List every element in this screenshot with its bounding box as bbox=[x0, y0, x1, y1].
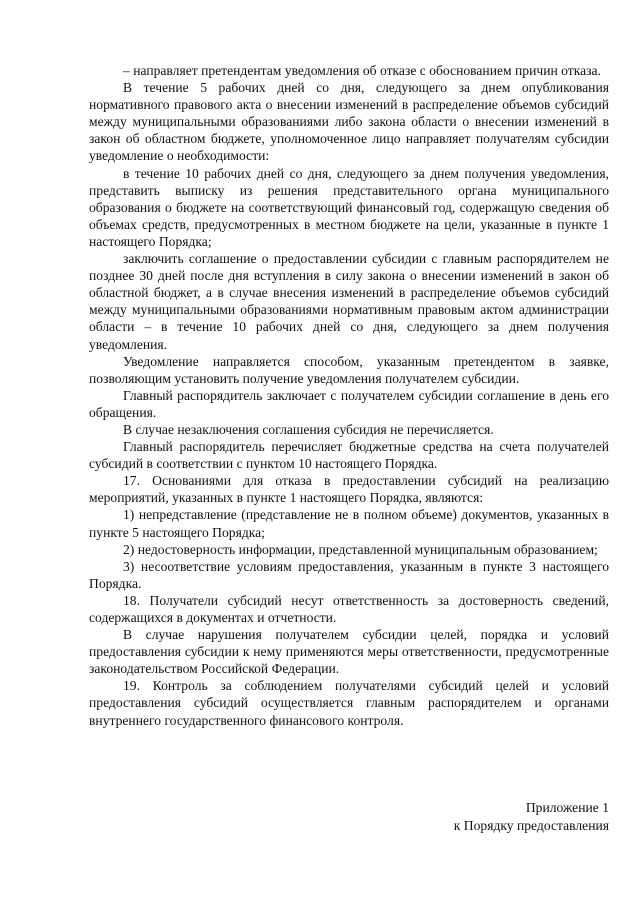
paragraph-notification-method: Уведомление направляется способом, указанным претендентом в заявке, позволяющим установить получение уведомления получателем субсидии. bbox=[89, 353, 609, 386]
paragraph-item-17-1: 1) непредставление (представление не в полном объеме) документов, указанных в пункте 5 настоящего Порядка; bbox=[89, 507, 609, 540]
paragraph-item-18: 18. Получатели субсидий несут ответственность за достоверность сведений, содержащихся в документах и отчетности. bbox=[89, 592, 609, 625]
paragraph-item-17-3: 3) несоответствие условиям предоставления, указанным в пункте 3 настоящего Порядка. bbox=[89, 558, 609, 591]
paragraph-funds-transfer: Главный распорядитель перечисляет бюджетные средства на счета получателей субсидий в соответствии с пунктом 10 настоящего Порядка. bbox=[89, 439, 609, 472]
paragraph-item-19: 19. Контроль за соблюдением получателями субсидий целей и условий предоставления субсидий осуществляется главным распорядителем и органами внутреннего государственного финансового контроля. bbox=[89, 678, 609, 728]
paragraph-notification-deadline: В течение 5 рабочих дней со дня, следующего за днем опубликования нормативного правового акта о внесении изменений в распределение объемов субсидий между муниципальными образованиями либо закона области о внесении изменений в закон об областном бюджете, уполномоченное лицо направляет получателям субсидии уведомление о необходимости: bbox=[89, 80, 609, 164]
appendix-subtitle: к Порядку предоставления bbox=[453, 818, 609, 833]
paragraph-agreement-conclusion: заключить соглашение о предоставлении субсидии с главным распорядителем не позднее 30 дней после дня вступления в силу закона о внесении изменений в закон об областной бюджет, а в случае внесения изменений в распределение объемов субсидий между муниципальными образованиями нормативным правовым актом администрации области – в течение 10 рабочих дней со дня, следующего за днем получения уведомления. bbox=[89, 251, 609, 352]
paragraph-violation-measures: В случае нарушения получателем субсидии целей, порядка и условий предоставления субсидии к нему применяются меры ответственности, предусмотренные законодательством Российской Федерации. bbox=[89, 627, 609, 677]
paragraph-item-17: 17. Основаниями для отказа в предоставлении субсидий на реализацию мероприятий, указанных в пункте 1 настоящего Порядка, являются: bbox=[89, 473, 609, 506]
paragraph-item-17-2: 2) недостоверность информации, представленной муниципальным образованием; bbox=[123, 541, 598, 557]
appendix-heading bbox=[454, 799, 609, 835]
paragraph-no-transfer: В случае незаключения соглашения субсидия не перечисляется. bbox=[123, 421, 494, 437]
paragraph-refusal-notice: – направляет претендентам уведомления об отказе с обоснованием причин отказа. bbox=[123, 63, 601, 78]
document-body bbox=[89, 62, 609, 729]
paragraph-extract-submission: в течение 10 рабочих дней со дня, следующего за днем получения уведомления, представить выписку из решения представительного органа муниципального образования о бюджете на соответствующий финансовый год, содержащую сведения об объемах средств, предусмотренных в местном бюджете на цели, указанные в пункте 1 настоящего Порядка; bbox=[89, 165, 609, 249]
paragraph-agreement-day: Главный распорядитель заключает с получателем субсидии соглашение в день его обращения. bbox=[89, 387, 609, 420]
appendix-title: Приложение 1 bbox=[525, 800, 609, 815]
